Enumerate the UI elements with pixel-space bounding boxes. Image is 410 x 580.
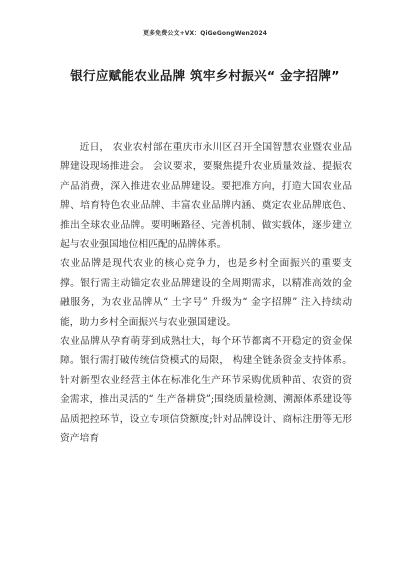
paragraph-3: 农业品牌从孕育萌芽到成熟壮大，每个环节都离不开稳定的资金保障。银行需打破传统信贷模式的局限， 构建全链条资金支持体系。 针对新型农业经营主体在标准化生产环节采购优质种苗、农资的资金需求，推出灵活的“ 生产备耕贷”;围绕质量检测、溯源体系建设等品质把控环节，设立专项信贷额度;针对品牌设计、商标注册等无形资产培育 bbox=[60, 336, 352, 445]
article-title: 银行应赋能农业品牌 筑牢乡村振兴“ 金字招牌” bbox=[70, 68, 340, 83]
paragraph-2: 农业品牌是现代农业的核心竞争力，也是乡村全面振兴的重要支撑。银行需主动锚定农业品牌建设的全周期需求，以精准高效的金融服务，为农业品牌从“ 土字号” 升级为“ 金字招牌” 注入持续动能，助力乡村全面振兴与农业强国建设。 bbox=[60, 258, 352, 328]
article-body bbox=[60, 138, 352, 449]
header-note: 更多免费公文+VX：QiGeGongWen2024 bbox=[142, 30, 267, 37]
paragraph-1: 近日， 农业农村部在重庆市永川区召开全国智慧农业暨农业品牌建设现场推进会。 会议要求，要聚焦提升农业质量效益、提振农产品消费，深入推进农业品牌建设。要把准方向，打造大国农业品牌、培育特色农业品牌、丰富农业品牌内涵、奠定农业品牌底色、推出全球农业品牌。要明晰路径、完善机制、做实载体，逐步建立起与农业强国地位相匹配的品牌体系。 bbox=[60, 142, 352, 251]
